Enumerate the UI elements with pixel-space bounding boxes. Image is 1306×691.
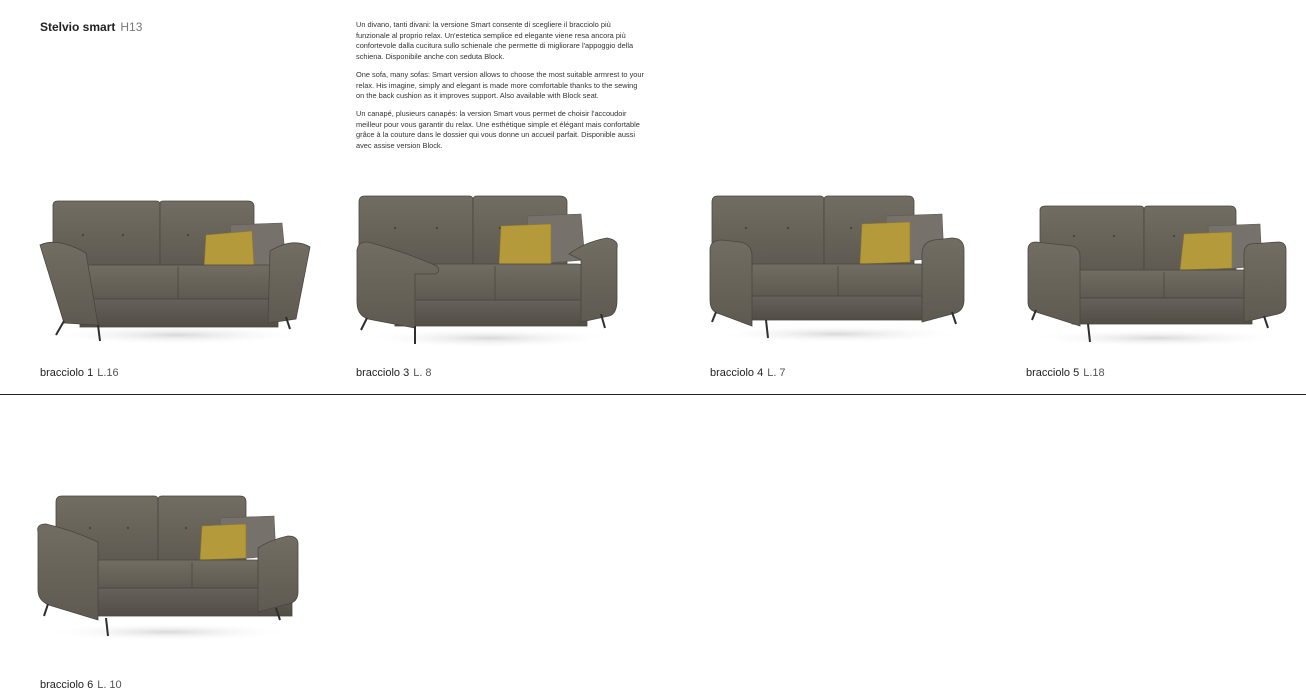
sofa-image-bracciolo-3 bbox=[355, 190, 623, 350]
caption-name: bracciolo 1 bbox=[40, 367, 94, 379]
sofa-image-bracciolo-5 bbox=[1024, 200, 1290, 348]
section-divider bbox=[0, 394, 1306, 395]
caption-bracciolo-4 bbox=[710, 367, 786, 379]
caption-name: bracciolo 3 bbox=[356, 367, 410, 379]
caption-name: bracciolo 5 bbox=[1026, 367, 1080, 379]
collection-title bbox=[40, 20, 142, 34]
description-french: Un canapé, plusieurs canapés: la version Smart vous permet de choisir l'accoudoir meilleur pour vous garantir du relax. Une esthétique simple et élégant mais confortable grâce à la couture dans le dossier qui vous donne un accueil parfait. Disponible aussi avec assise version Block. bbox=[356, 108, 640, 151]
caption-length: L.18 bbox=[1083, 367, 1105, 379]
collection-code: H13 bbox=[120, 20, 143, 34]
caption-bracciolo-5 bbox=[1026, 367, 1105, 379]
sofa-image-bracciolo-6 bbox=[34, 492, 302, 642]
caption-bracciolo-3 bbox=[356, 367, 432, 379]
caption-name: bracciolo 4 bbox=[710, 367, 764, 379]
caption-length: L. 10 bbox=[97, 679, 122, 691]
sofa-image-bracciolo-4 bbox=[706, 192, 968, 344]
caption-bracciolo-1 bbox=[40, 367, 119, 379]
caption-length: L. 7 bbox=[767, 367, 786, 379]
description-italian: Un divano, tanti divani: la versione Smart consente di scegliere il bracciolo più funzionale al proprio relax. Un'estetica semplice ed elegante viene resa ancora più confortevole dalla cucitura sullo schienale che permette di migliorare l'appoggio della schiena. Disponibile anche con seduta Block. bbox=[356, 20, 634, 62]
description-english: One sofa, many sofas: Smart version allows to choose the most suitable armrest to your relax. His imagine, simply and elegant is made more comfortable thanks to the sewing on the back cushion as it improves support. Also available with Block seat. bbox=[356, 69, 644, 101]
caption-length: L.16 bbox=[97, 367, 119, 379]
collection-name: Stelvio smart bbox=[40, 20, 116, 34]
caption-name: bracciolo 6 bbox=[40, 679, 94, 691]
caption-length: L. 8 bbox=[413, 367, 432, 379]
caption-bracciolo-6 bbox=[40, 679, 122, 691]
product-description bbox=[356, 20, 646, 159]
sofa-image-bracciolo-1 bbox=[38, 195, 313, 345]
